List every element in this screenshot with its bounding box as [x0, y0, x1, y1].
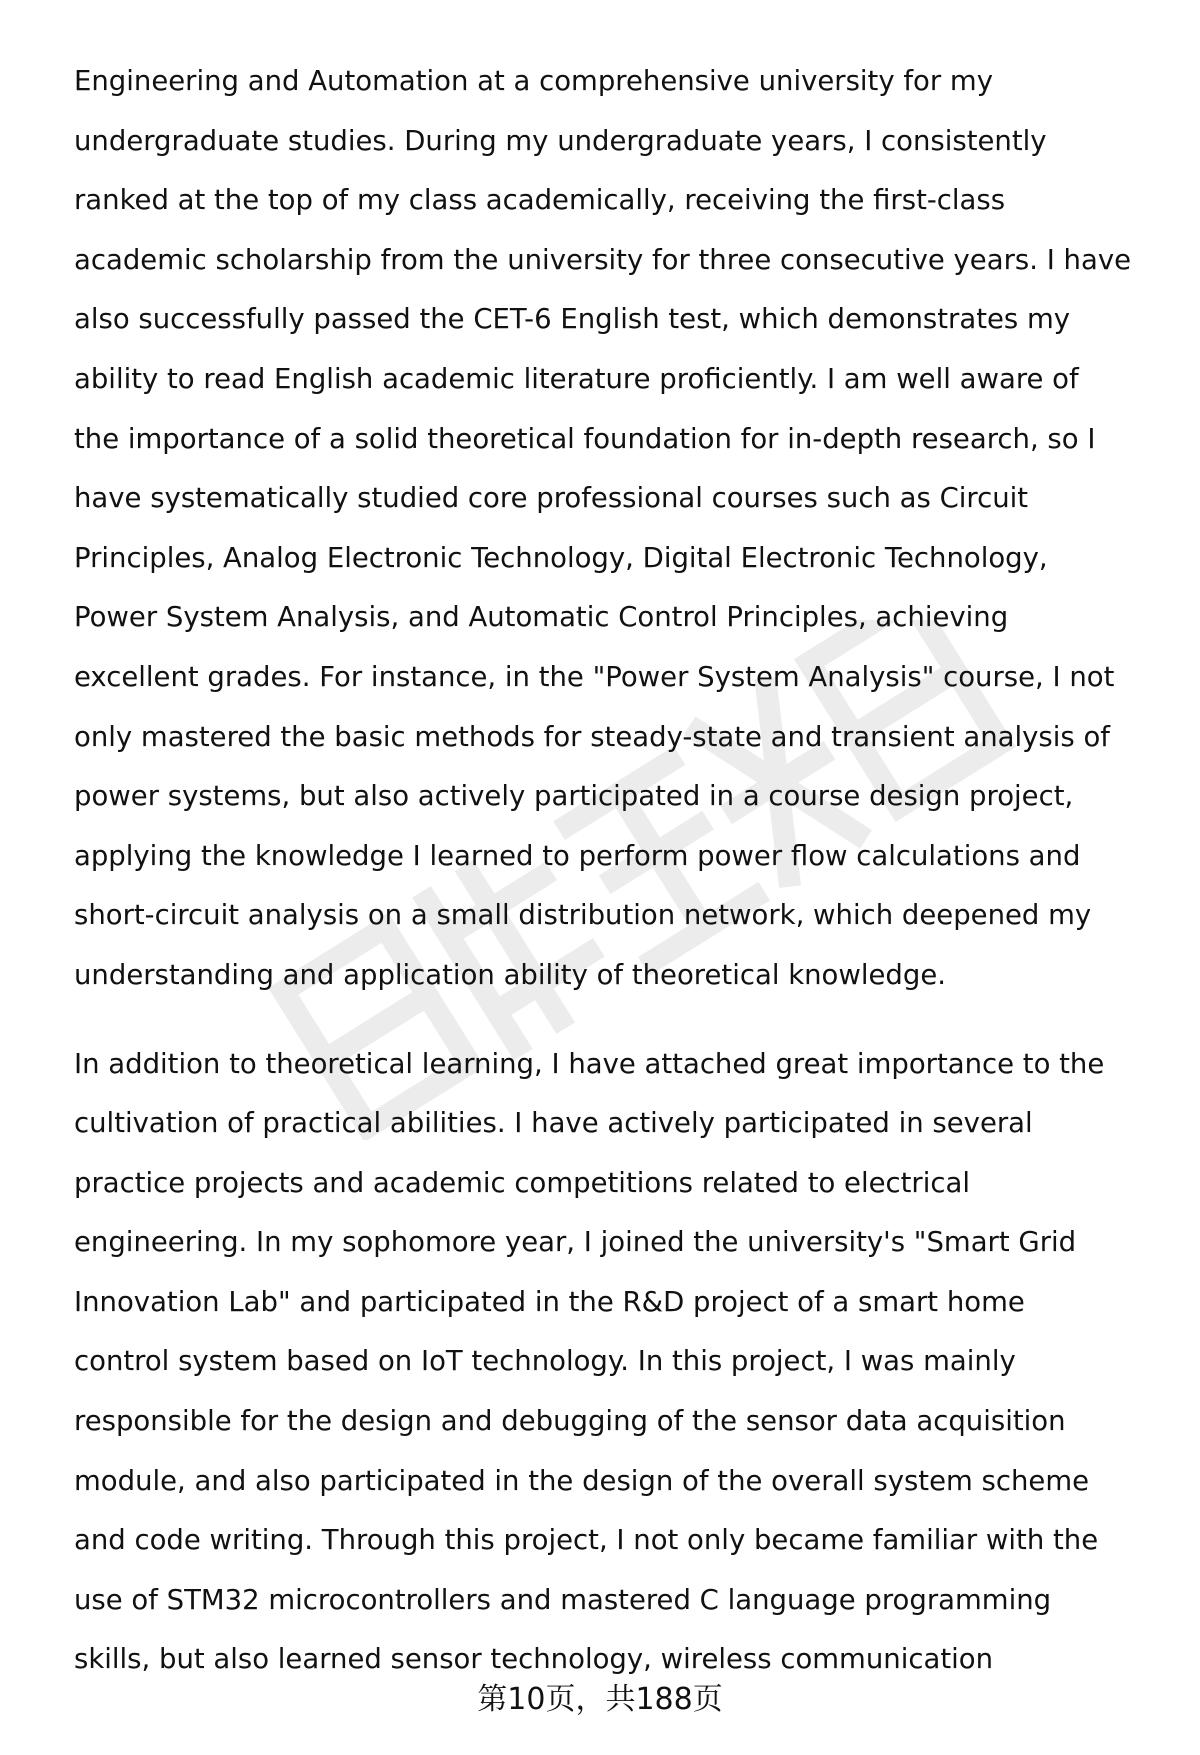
text-line: and code writing. Through this project, I not only became familiar with the	[74, 1524, 1099, 1557]
text-line: academic scholarship from the university for three consecutive years. I have	[74, 243, 1132, 276]
text-line: applying the knowledge I learned to perform power flow calculations and	[74, 839, 1081, 872]
text-line: Principles, Analog Electronic Technology, Digital Electronic Technology,	[74, 541, 1048, 574]
text-line: have systematically studied core professional courses such as Circuit	[74, 482, 1029, 515]
text-line: practice projects and academic competitions related to electrical	[74, 1166, 970, 1199]
document-body	[74, 52, 1154, 1690]
text-line: Power System Analysis, and Automatic Control Principles, achieving	[74, 601, 1009, 634]
text-line: Innovation Lab" and participated in the R&D project of a smart home	[74, 1285, 1025, 1318]
text-line: undergraduate studies. During my undergraduate years, I consistently	[74, 124, 1047, 157]
text-line: the importance of a solid theoretical foundation for in-depth research, so I	[74, 422, 1096, 455]
text-line: power systems, but also actively participated in a course design project,	[74, 780, 1074, 813]
text-line: short-circuit analysis on a small distribution network, which deepened my	[74, 899, 1092, 932]
page-number-footer: 第10页，共188页	[477, 1682, 723, 1717]
text-line: excellent grades. For instance, in the "Power System Analysis" course, I not	[74, 660, 1115, 693]
text-line: skills, but also learned sensor technology, wireless communication	[74, 1643, 993, 1676]
text-line: module, and also participated in the design of the overall system scheme	[74, 1464, 1090, 1497]
text-line: control system based on IoT technology. In this project, I was mainly	[74, 1345, 1016, 1378]
paragraph-1	[74, 52, 1154, 1006]
paragraph-2	[74, 1035, 1154, 1691]
text-line: engineering. In my sophomore year, I joined the university's "Smart Grid	[74, 1226, 1077, 1259]
text-line: use of STM32 microcontrollers and mastered C language programming	[74, 1583, 1052, 1616]
text-line: Engineering and Automation at a comprehensive university for my	[74, 65, 993, 97]
text-line: In addition to theoretical learning, I have attached great importance to the	[74, 1047, 1105, 1080]
text-line: responsible for the design and debugging of the sensor data acquisition	[74, 1405, 1066, 1438]
text-line: ability to read English academic literature proficiently. I am well aware of	[74, 362, 1079, 395]
text-line: also successfully passed the CET-6 English test, which demonstrates my	[74, 303, 1071, 336]
text-line: only mastered the basic methods for steady-state and transient analysis of	[74, 720, 1110, 753]
text-line: cultivation of practical abilities. I have actively participated in several	[74, 1107, 1033, 1140]
text-line: ranked at the top of my class academically, receiving the first-class	[74, 184, 1006, 217]
text-line: understanding and application ability of theoretical knowledge.	[74, 958, 946, 991]
